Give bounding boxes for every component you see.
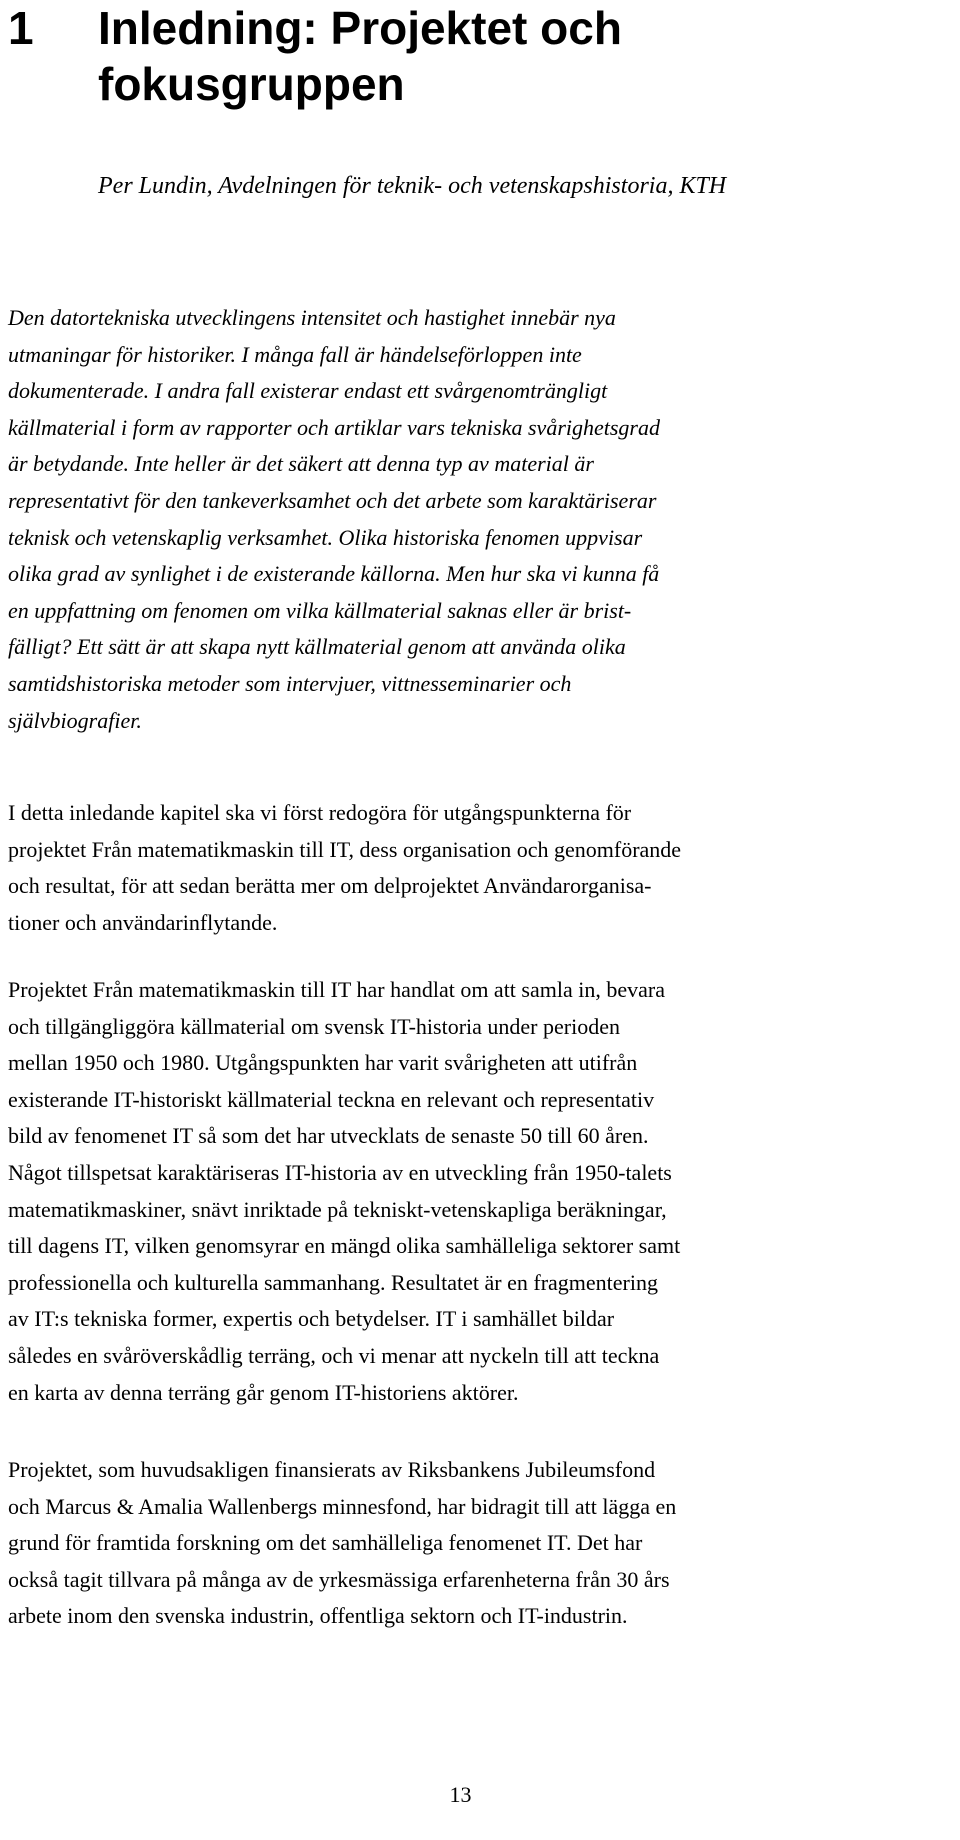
paragraph-line: Projektet, som huvudsakligen finansierats av Riksbankens Jubileumsfond [8, 1457, 656, 1482]
abstract-line: självbiografier. [8, 707, 142, 733]
paragraph-line: och tillgängliggöra källmaterial om svensk IT-historia under perioden [8, 1013, 620, 1039]
body-paragraph [8, 972, 913, 1411]
abstract-line: är betydande. Inte heller är det säkert att denna typ av material är [8, 451, 594, 477]
paragraph-line: bild av fenomenet IT så som det har utvecklats de senaste 50 till 60 åren. [8, 1123, 649, 1149]
abstract-line: representativt för den tankeverksamhet och det arbete som karaktäriserar [8, 487, 657, 513]
abstract-line: dokumenterade. I andra fall existerar endast ett svårgenomträngligt [8, 378, 608, 404]
paragraph-line: Projektet Från matematikmaskin till IT har handlat om att samla in, bevara [8, 977, 665, 1002]
chapter-title [98, 0, 898, 112]
paragraph-line: professionella och kulturella sammanhang. Resultatet är en fragmentering [8, 1269, 658, 1295]
paragraph-line: I detta inledande kapitel ska vi först redogöra för utgångspunkterna för [8, 800, 632, 825]
body-paragraph [8, 1452, 913, 1635]
paragraph-line: grund för framtida forskning om det samhälleliga fenomenet IT. Det har [8, 1530, 643, 1556]
chapter-title-line: fokusgruppen [98, 58, 405, 110]
paragraph-line: matematikmaskiner, snävt inriktade på tekniskt-vetenskapliga beräkningar, [8, 1196, 667, 1222]
chapter-number: 1 [8, 2, 34, 54]
paragraph-line: och resultat, för att sedan berätta mer om delprojektet Användarorganisa- [8, 873, 652, 899]
abstract-line: en uppfattning om fenomen om vilka källmaterial saknas eller är brist- [8, 597, 632, 623]
page-number: 13 [449, 1782, 472, 1807]
author-affiliation: Per Lundin, Avdelningen för teknik- och vetenskapshistoria, KTH [98, 173, 727, 199]
abstract-line: teknisk och vetenskaplig verksamhet. Olika historiska fenomen uppvisar [8, 524, 643, 550]
paragraph-line: projektet Från matematikmaskin till IT, dess organisation och genomförande [8, 836, 682, 862]
paragraph-line: existerande IT-historiskt källmaterial teckna en relevant och representativ [8, 1086, 655, 1112]
abstract-line: källmaterial i form av rapporter och artiklar vars tekniska svårighetsgrad [8, 414, 660, 440]
paragraph-line: också tagit tillvara på många av de yrkesmässiga erfarenheterna från 30 års [8, 1566, 670, 1592]
abstract-line: Den datortekniska utvecklingens intensitet och hastighet innebär nya [8, 305, 616, 330]
abstract-line: samtidshistoriska metoder som intervjuer, vittnesseminarier och [8, 670, 572, 696]
paragraph-line: och Marcus & Amalia Wallenbergs minnesfond, har bidragit till att lägga en [8, 1493, 677, 1519]
abstract-line: utmaningar för historiker. I många fall är händelseförloppen inte [8, 341, 582, 367]
paragraph-line: mellan 1950 och 1980. Utgångspunkten har varit svårigheten att utifrån [8, 1050, 638, 1076]
paragraph-line: till dagens IT, vilken genomsyrar en mängd olika samhälleliga sektorer samt [8, 1233, 681, 1259]
paragraph-line: arbete inom den svenska industrin, offentliga sektorn och IT-industrin. [8, 1603, 628, 1629]
abstract-paragraph [8, 300, 913, 739]
paragraph-line: en karta av denna terräng går genom IT-historiens aktörer. [8, 1379, 519, 1405]
paragraph-line: tioner och användarinflytande. [8, 909, 278, 935]
abstract-line: fälligt? Ett sätt är att skapa nytt källmaterial genom att använda olika [8, 634, 626, 660]
abstract-line: olika grad av synlighet i de existerande källorna. Men hur ska vi kunna få [8, 561, 660, 587]
document-page [8, 0, 923, 1840]
paragraph-line: Något tillspetsat karaktäriseras IT-historia av en utveckling från 1950-talets [8, 1159, 672, 1185]
chapter-title-line: Inledning: Projektet och [98, 2, 622, 54]
paragraph-line: således en svåröverskådlig terräng, och vi menar att nyckeln till att teckna [8, 1342, 660, 1368]
body-paragraph [8, 795, 913, 941]
paragraph-line: av IT:s tekniska former, expertis och betydelser. IT i samhället bildar [8, 1306, 615, 1332]
